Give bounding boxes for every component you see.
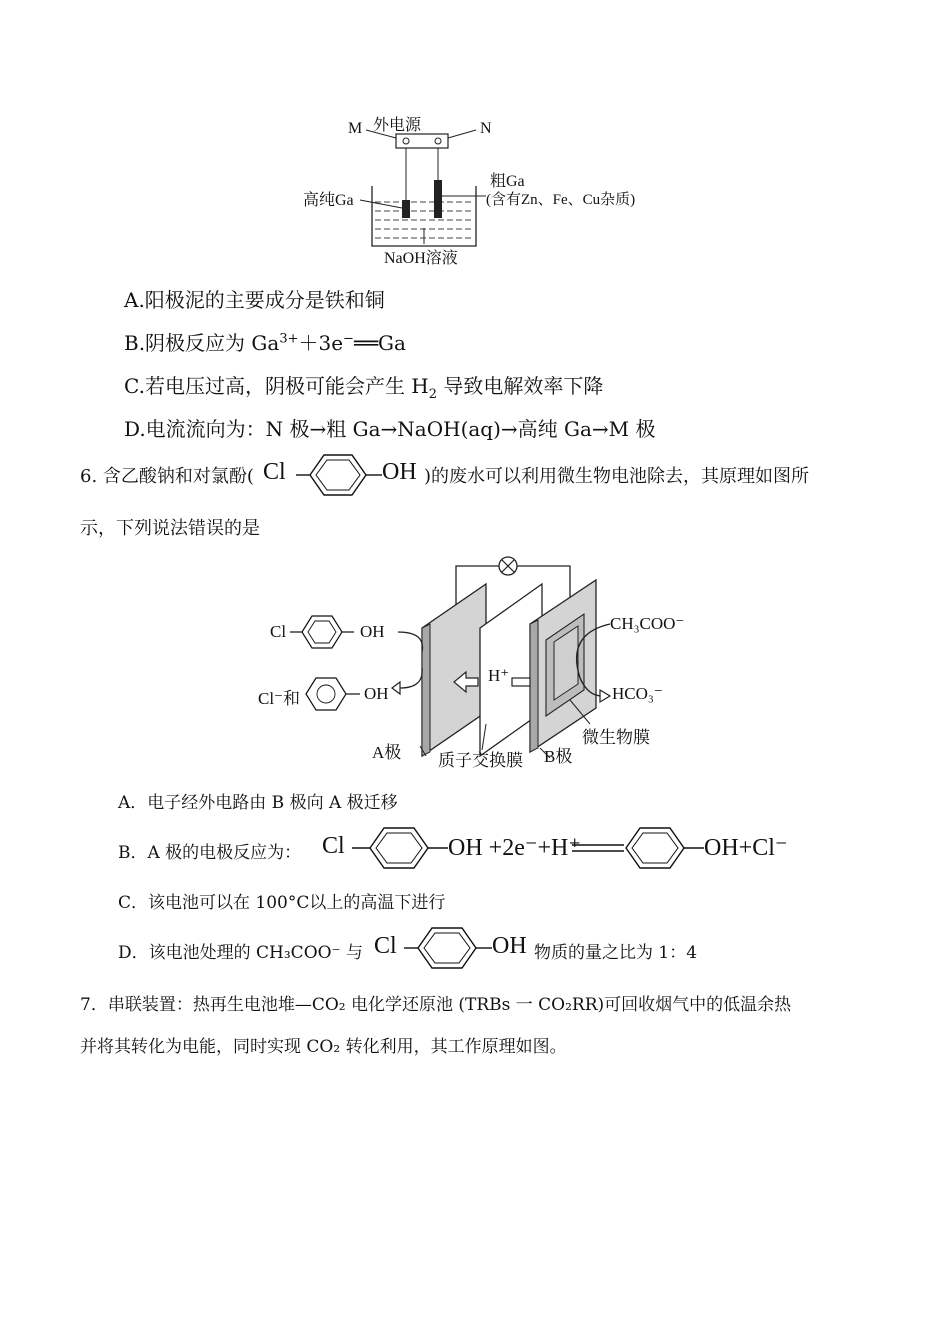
q6-d-cl: Cl [374,933,397,959]
fig2-oh-left2: OH [364,684,389,703]
fig2-oh-left: OH [360,622,385,641]
q6-stem-pre: 6. 含乙酸钠和对氯酚( [80,466,254,487]
fig2-a-pole: A极 [372,743,402,762]
q6-option-c: C．该电池可以在 100°C以上的高温下进行 [118,893,446,913]
fig2-hco3: HCO₃⁻ [612,684,663,703]
q6-option-d: D．该电池处理的 CH₃COO⁻ 与 [118,943,363,963]
q5-b-post: ══Ga [353,331,406,355]
q6-stem-oh: OH [382,459,417,485]
q5-b-sup2: − [343,331,354,347]
q5-option-a: A.阳极泥的主要成分是铁和铜 [124,288,385,312]
fig2-h-plus: H⁺ [488,666,510,685]
q6-b-mid: OH +2e⁻+H⁺ [448,835,582,861]
q6-option-a: A．电子经外电路由 B 极向 A 极迁移 [118,793,398,813]
q5-c-sub: 2 [428,387,438,402]
q6-b-cl: Cl [322,833,345,859]
fig2-b-pole: B极 [544,747,573,766]
q5-b-mid: ＋3e [298,331,344,355]
q6-stem-cl: Cl [263,459,286,485]
q6-option-b: B．A 极的电极反应为： [118,843,302,863]
q5-c-text: C.若电压过高，阴极可能会产生 H [124,374,429,398]
fig2-membrane: 质子交换膜 [438,751,523,770]
q5-b-sup: 3+ [279,331,299,347]
crude-ga-label: 粗Ga [490,173,525,190]
q6-b-benzene-2 [622,824,708,872]
fig2-cl-left: Cl [270,622,287,641]
q5-c-post: 导致电解效率下降 [437,374,604,398]
q6-stem-line1 [80,462,254,488]
q5-b-text: B.阴极反应为 Ga [124,331,280,355]
q6-d-post: 物质的量之比为 1：4 [534,943,698,963]
n-label: N [480,120,492,137]
q6-b-benzene-1 [352,824,448,872]
m-label: M [348,120,363,137]
power-label: 外电源 [373,117,422,134]
q7-line1: 7．串联装置：热再生电池堆—CO₂ 电化学还原池 (TRBs 一 CO₂RR)可回收烟气中的低温余热 [80,995,792,1015]
naoh-label: NaOH溶液 [384,250,458,267]
q6-stem-benzene [296,452,382,498]
q6-stem-line2: 示，下列说法错误的是 [80,518,260,539]
fig2-cl-minus-and: Cl⁻和 [258,689,301,708]
q7-line2: 并将其转化为电能，同时实现 CO₂ 转化利用，其工作原理如图。 [80,1037,567,1057]
fig2-biofilm: 微生物膜 [582,728,650,747]
fig2-ch3coo: CH₃COO⁻ [610,614,685,633]
q6-d-benzene [404,924,492,972]
q5-option-c [124,370,603,402]
q5-option-b [124,327,406,356]
q6-stem-post: )的废水可以利用微生物电池除去，其原理如图所 [424,466,810,487]
pure-ga-label: 高纯Ga [303,192,354,209]
q6-d-oh: OH [492,933,527,959]
q6-b-equals [572,842,624,854]
q6-b-end: OH+Cl⁻ [704,835,788,861]
q5-option-d: D.电流流向为：N 极→粗 Ga→NaOH(aq)→高纯 Ga→M 极 [124,417,656,441]
impurity-label: (含有Zn、Fe、Cu杂质) [486,192,636,208]
